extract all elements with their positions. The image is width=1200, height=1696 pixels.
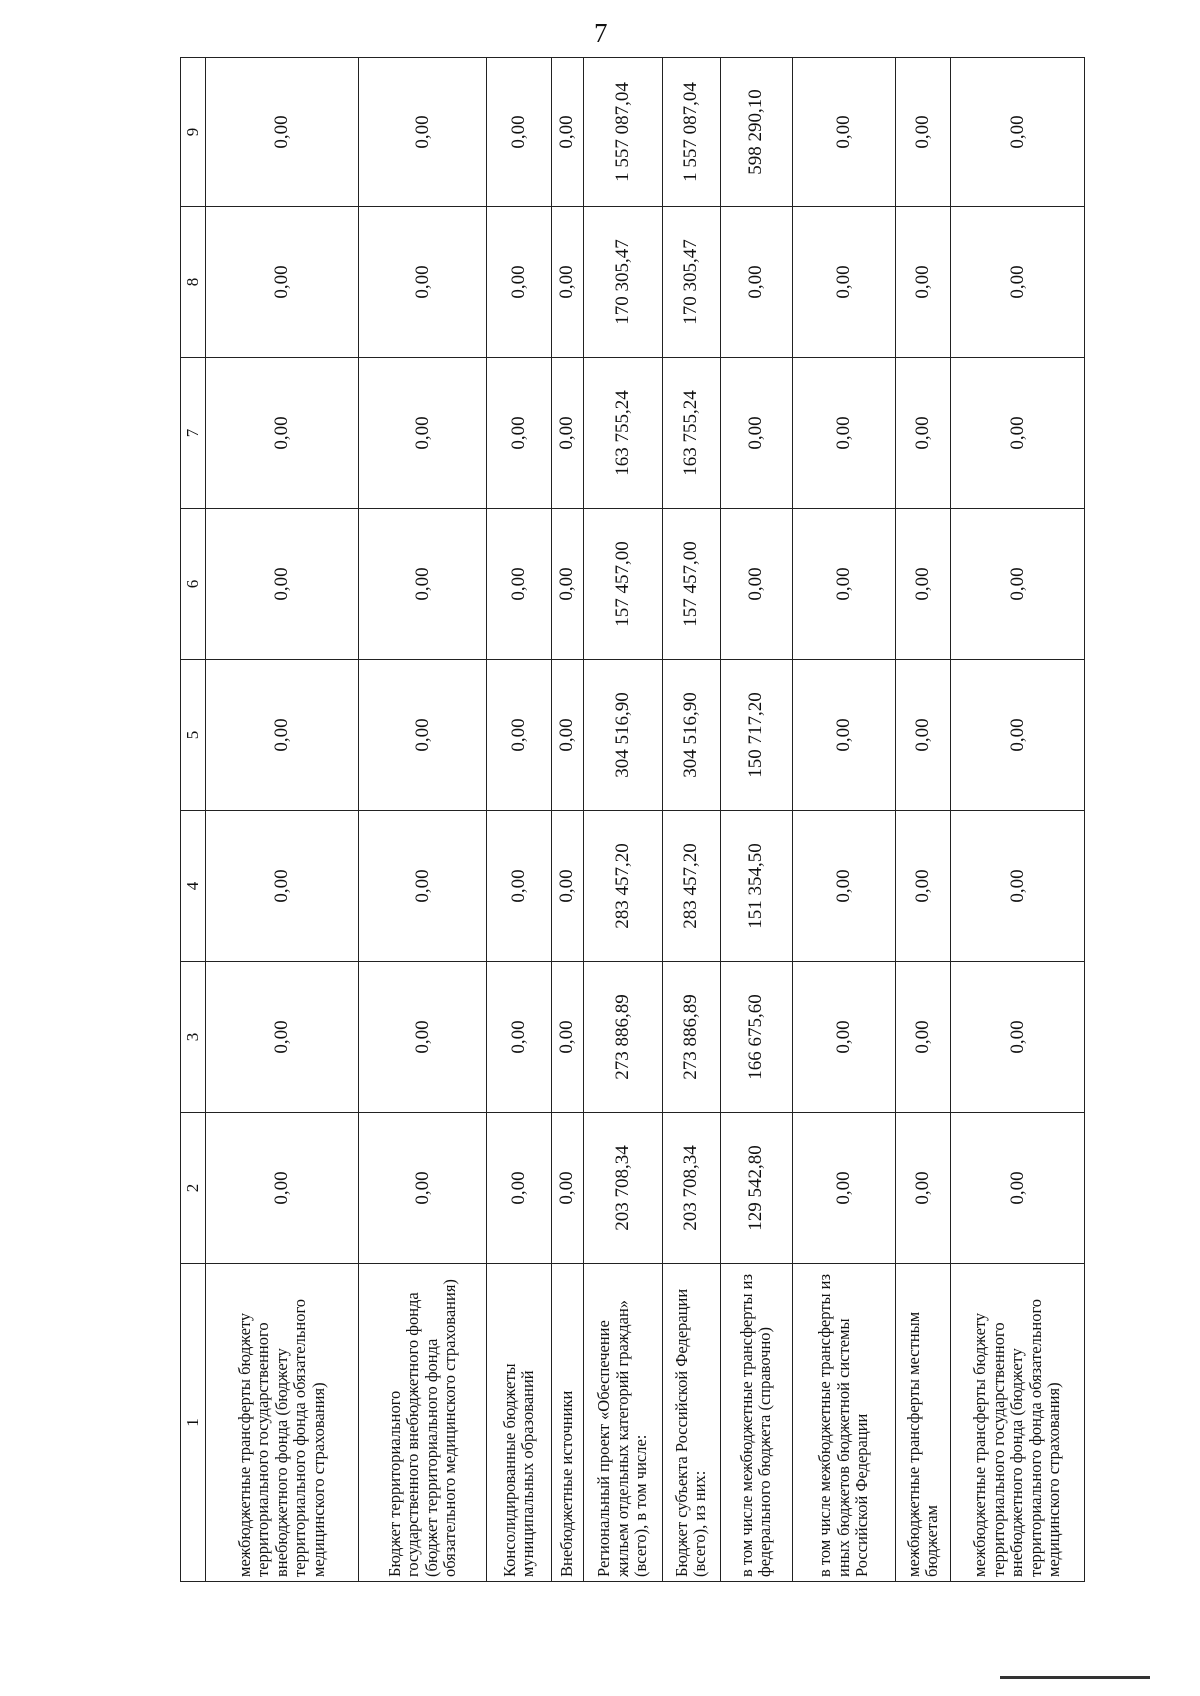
value-cell: 0,00: [206, 811, 359, 962]
value-cell: 0,00: [792, 509, 896, 660]
value-cell: 0,00: [792, 962, 896, 1113]
value-cell: 0,00: [206, 207, 359, 358]
column-header: 5: [181, 660, 206, 811]
table-row: [896, 58, 951, 1582]
value-cell: 0,00: [551, 358, 583, 509]
value-cell: 0,00: [358, 1113, 487, 1264]
column-header: 9: [181, 58, 206, 207]
value-cell: 304 516,90: [584, 660, 663, 811]
value-cell: 0,00: [487, 811, 551, 962]
row-label: межбюджетные трансферты местным бюджетам: [896, 1264, 951, 1582]
table-body: [206, 58, 1085, 1582]
value-cell: 0,00: [896, 509, 951, 660]
value-cell: 203 708,34: [662, 1113, 720, 1264]
value-cell: 0,00: [896, 358, 951, 509]
value-cell: 0,00: [792, 811, 896, 962]
value-cell: 203 708,34: [584, 1113, 663, 1264]
value-cell: 163 755,24: [584, 358, 663, 509]
value-cell: 0,00: [951, 58, 1085, 207]
column-header: 8: [181, 207, 206, 358]
value-cell: 0,00: [487, 358, 551, 509]
value-cell: 0,00: [551, 58, 583, 207]
value-cell: 0,00: [551, 509, 583, 660]
scan-artifact: [1000, 1676, 1150, 1679]
value-cell: 0,00: [551, 1113, 583, 1264]
value-cell: 0,00: [487, 58, 551, 207]
value-cell: 0,00: [951, 358, 1085, 509]
value-cell: 0,00: [951, 811, 1085, 962]
value-cell: 0,00: [792, 660, 896, 811]
table-row: [487, 58, 551, 1582]
value-cell: 170 305,47: [584, 207, 663, 358]
value-cell: 157 457,00: [584, 509, 663, 660]
row-label: Бюджет территориального государственного внебюджетного фонда (бюджет территориального фонда обязательного медицинского страхования): [358, 1264, 487, 1582]
value-cell: 163 755,24: [662, 358, 720, 509]
table-row: [951, 58, 1085, 1582]
value-cell: 129 542,80: [721, 1113, 793, 1264]
rotated-table: [180, 58, 1085, 1582]
value-cell: 0,00: [792, 1113, 896, 1264]
table-row: [358, 58, 487, 1582]
value-cell: 0,00: [206, 660, 359, 811]
row-label: Внебюджетные источники: [551, 1264, 583, 1582]
budget-table: [180, 57, 1085, 1582]
value-cell: 0,00: [358, 509, 487, 660]
value-cell: 0,00: [487, 509, 551, 660]
value-cell: 0,00: [206, 1113, 359, 1264]
value-cell: 304 516,90: [662, 660, 720, 811]
row-label: Региональный проект «Обеспечение жильем отдельных категорий граждан» (всего), в том числе:: [584, 1264, 663, 1582]
table-row: [721, 58, 793, 1582]
column-header: 1: [181, 1264, 206, 1582]
row-label: межбюджетные трансферты бюджету территориального государственного внебюджетного фонда (бюджету территориального фонда обязательного медицинского страхования): [951, 1264, 1085, 1582]
value-cell: 0,00: [792, 207, 896, 358]
value-cell: 273 886,89: [662, 962, 720, 1113]
value-cell: 0,00: [358, 660, 487, 811]
table-row: [551, 58, 583, 1582]
row-label: Консолидированные бюджеты муниципальных образований: [487, 1264, 551, 1582]
value-cell: 0,00: [792, 58, 896, 207]
value-cell: 0,00: [792, 358, 896, 509]
value-cell: 0,00: [896, 207, 951, 358]
value-cell: 0,00: [358, 962, 487, 1113]
value-cell: 0,00: [358, 207, 487, 358]
value-cell: 0,00: [487, 660, 551, 811]
column-header: 6: [181, 509, 206, 660]
value-cell: 283 457,20: [662, 811, 720, 962]
value-cell: 0,00: [896, 811, 951, 962]
value-cell: 0,00: [487, 1113, 551, 1264]
value-cell: 0,00: [951, 660, 1085, 811]
value-cell: 166 675,60: [721, 962, 793, 1113]
value-cell: 0,00: [487, 207, 551, 358]
header-row: [181, 58, 206, 1582]
value-cell: 283 457,20: [584, 811, 663, 962]
column-header: 4: [181, 811, 206, 962]
value-cell: 0,00: [206, 962, 359, 1113]
table-row: [206, 58, 359, 1582]
value-cell: 0,00: [206, 509, 359, 660]
value-cell: 0,00: [951, 509, 1085, 660]
value-cell: 0,00: [551, 660, 583, 811]
column-header: 7: [181, 358, 206, 509]
row-label: межбюджетные трансферты бюджету территориального государственного внебюджетного фонда (бюджету территориального фонда обязательного медицинского страхования): [206, 1264, 359, 1582]
value-cell: 0,00: [721, 509, 793, 660]
row-label: в том числе межбюджетные трансферты из федерального бюджета (справочно): [721, 1264, 793, 1582]
value-cell: 0,00: [358, 358, 487, 509]
table-row: [584, 58, 663, 1582]
value-cell: 0,00: [951, 962, 1085, 1113]
column-header: 3: [181, 962, 206, 1113]
column-header: 2: [181, 1113, 206, 1264]
page-number: 7: [594, 18, 608, 48]
value-cell: 0,00: [951, 1113, 1085, 1264]
value-cell: 150 717,20: [721, 660, 793, 811]
value-cell: 0,00: [896, 962, 951, 1113]
value-cell: 0,00: [206, 58, 359, 207]
value-cell: 0,00: [896, 58, 951, 207]
value-cell: 0,00: [896, 1113, 951, 1264]
value-cell: 1 557 087,04: [584, 58, 663, 207]
value-cell: 0,00: [487, 962, 551, 1113]
table-row: [792, 58, 896, 1582]
row-label: Бюджет субъекта Российской Федерации (всего), из них:: [662, 1264, 720, 1582]
value-cell: 0,00: [721, 207, 793, 358]
value-cell: 598 290,10: [721, 58, 793, 207]
value-cell: 0,00: [896, 660, 951, 811]
value-cell: 0,00: [721, 358, 793, 509]
value-cell: 0,00: [206, 358, 359, 509]
value-cell: 0,00: [551, 207, 583, 358]
value-cell: 151 354,50: [721, 811, 793, 962]
value-cell: 1 557 087,04: [662, 58, 720, 207]
value-cell: 0,00: [358, 811, 487, 962]
table-row: [662, 58, 720, 1582]
rotated-table-container: [180, 58, 1085, 1582]
row-label: в том числе межбюджетные трансферты из иных бюджетов бюджетной системы Российской Федерации: [792, 1264, 896, 1582]
value-cell: 0,00: [551, 962, 583, 1113]
value-cell: 157 457,00: [662, 509, 720, 660]
value-cell: 0,00: [951, 207, 1085, 358]
value-cell: 170 305,47: [662, 207, 720, 358]
value-cell: 273 886,89: [584, 962, 663, 1113]
value-cell: 0,00: [358, 58, 487, 207]
value-cell: 0,00: [551, 811, 583, 962]
